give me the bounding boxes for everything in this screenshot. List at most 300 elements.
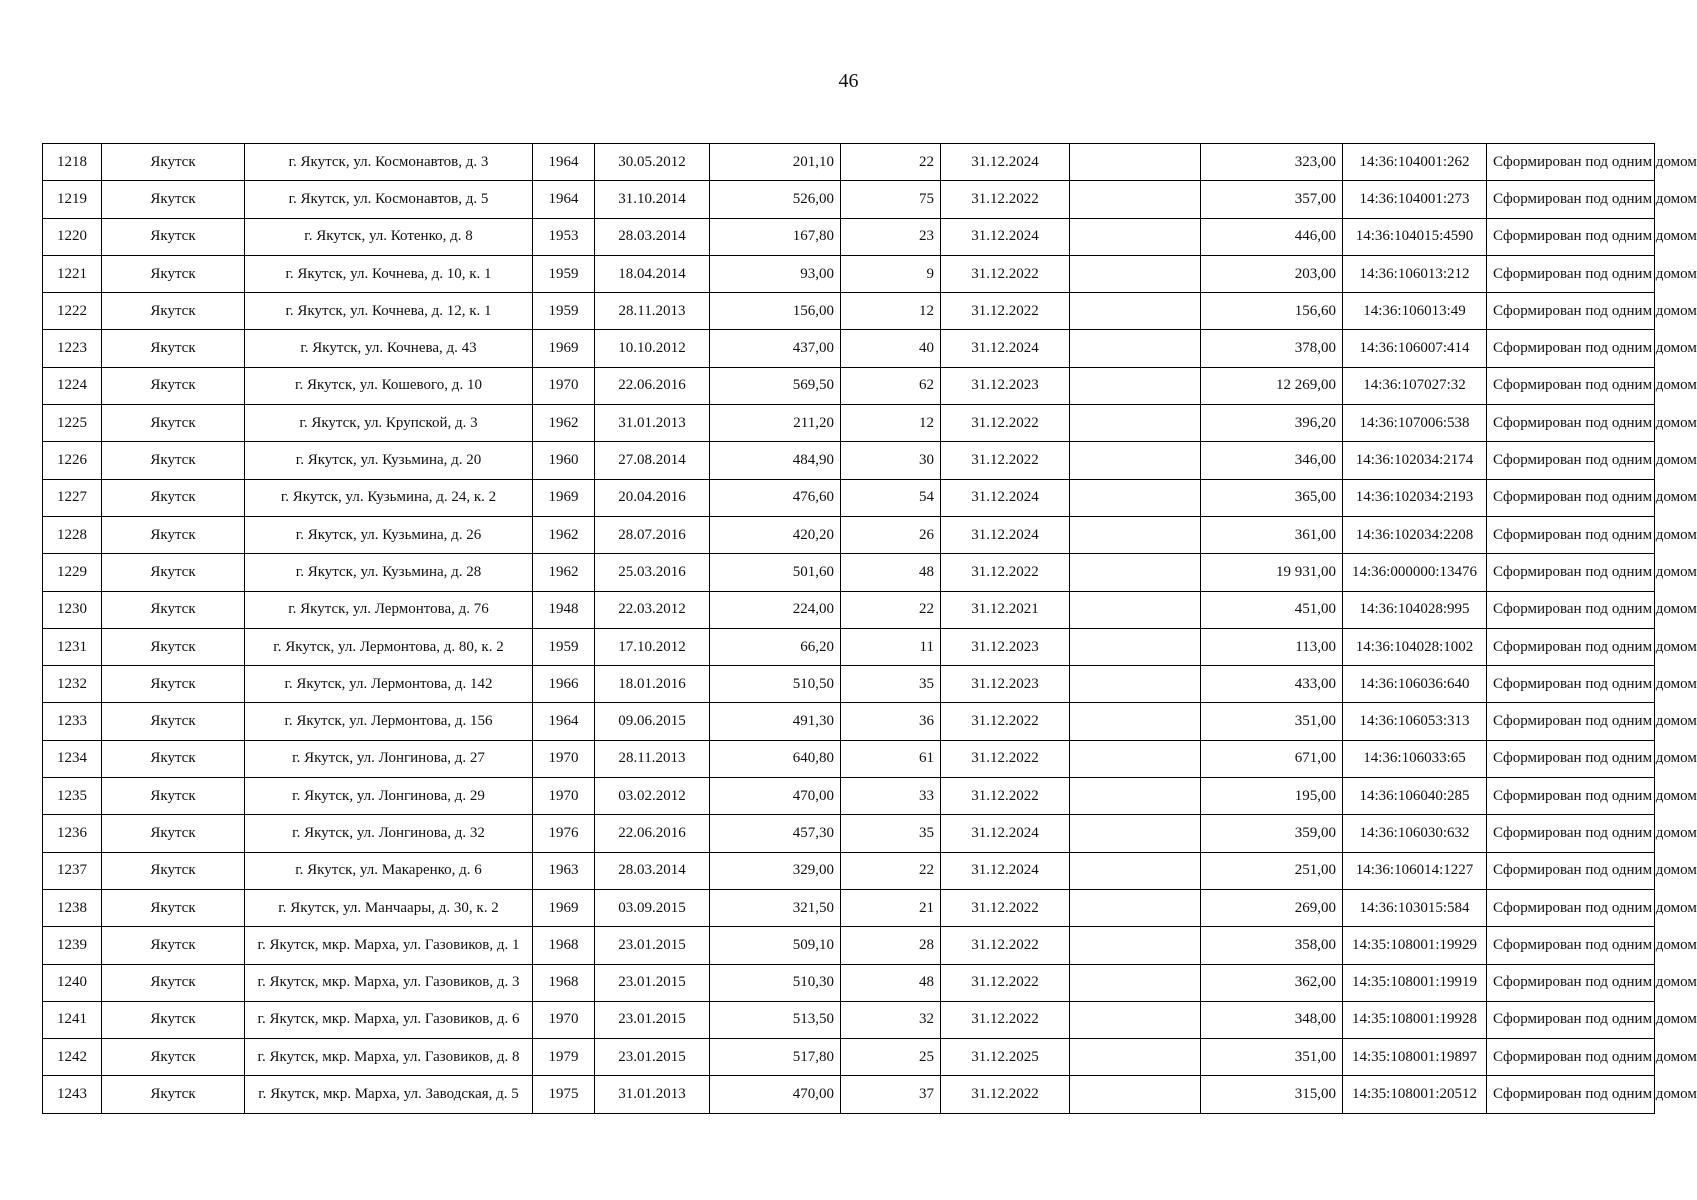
year-built-cell: 1966	[533, 666, 595, 703]
address-cell: г. Якутск, мкр. Марха, ул. Газовиков, д. 8	[245, 1039, 533, 1076]
value-cell: 359,00	[1201, 815, 1343, 852]
row-number-cell: 1237	[43, 852, 102, 889]
date-cell: 28.03.2014	[595, 852, 710, 889]
cadastral-number-cell: 14:36:107006:538	[1343, 405, 1487, 442]
empty-cell	[1070, 255, 1201, 292]
cadastral-number-cell: 14:35:108001:19929	[1343, 927, 1487, 964]
deadline-cell: 31.12.2022	[941, 1076, 1070, 1113]
residents-cell: 48	[841, 964, 941, 1001]
formation-status-cell: Сформирован под одним домом	[1487, 778, 1655, 815]
row-number-cell: 1242	[43, 1039, 102, 1076]
row-number-cell: 1227	[43, 479, 102, 516]
row-number-cell: 1236	[43, 815, 102, 852]
area-cell: 224,00	[710, 591, 841, 628]
address-cell: г. Якутск, ул. Космонавтов, д. 3	[245, 144, 533, 181]
formation-status-cell: Сформирован под одним домом	[1487, 666, 1655, 703]
deadline-cell: 31.12.2023	[941, 367, 1070, 404]
row-number-cell: 1224	[43, 367, 102, 404]
formation-status-cell: Сформирован под одним домом	[1487, 405, 1655, 442]
table-row	[43, 740, 1655, 777]
deadline-cell: 31.12.2022	[941, 740, 1070, 777]
formation-status-cell: Сформирован под одним домом	[1487, 889, 1655, 926]
cadastral-number-cell: 14:36:104001:262	[1343, 144, 1487, 181]
table-row	[43, 330, 1655, 367]
empty-cell	[1070, 516, 1201, 553]
area-cell: 329,00	[710, 852, 841, 889]
empty-cell	[1070, 367, 1201, 404]
residents-cell: 32	[841, 1001, 941, 1038]
settlement-cell: Якутск	[102, 815, 245, 852]
residents-cell: 12	[841, 293, 941, 330]
table-row	[43, 367, 1655, 404]
formation-status-cell: Сформирован под одним домом	[1487, 815, 1655, 852]
settlement-cell: Якутск	[102, 852, 245, 889]
settlement-cell: Якутск	[102, 740, 245, 777]
cadastral-number-cell: 14:36:106030:632	[1343, 815, 1487, 852]
formation-status-cell: Сформирован под одним домом	[1487, 516, 1655, 553]
empty-cell	[1070, 703, 1201, 740]
settlement-cell: Якутск	[102, 964, 245, 1001]
settlement-cell: Якутск	[102, 218, 245, 255]
settlement-cell: Якутск	[102, 628, 245, 665]
date-cell: 03.09.2015	[595, 889, 710, 926]
empty-cell	[1070, 144, 1201, 181]
deadline-cell: 31.12.2024	[941, 852, 1070, 889]
residents-cell: 36	[841, 703, 941, 740]
row-number-cell: 1230	[43, 591, 102, 628]
empty-cell	[1070, 218, 1201, 255]
address-cell: г. Якутск, ул. Кочнева, д. 43	[245, 330, 533, 367]
formation-status-cell: Сформирован под одним домом	[1487, 852, 1655, 889]
date-cell: 03.02.2012	[595, 778, 710, 815]
residents-cell: 23	[841, 218, 941, 255]
row-number-cell: 1220	[43, 218, 102, 255]
cadastral-number-cell: 14:36:104028:1002	[1343, 628, 1487, 665]
value-cell: 269,00	[1201, 889, 1343, 926]
table-row	[43, 442, 1655, 479]
settlement-cell: Якутск	[102, 927, 245, 964]
row-number-cell: 1231	[43, 628, 102, 665]
value-cell: 348,00	[1201, 1001, 1343, 1038]
table-row	[43, 591, 1655, 628]
settlement-cell: Якутск	[102, 144, 245, 181]
residents-cell: 75	[841, 181, 941, 218]
date-cell: 30.05.2012	[595, 144, 710, 181]
settlement-cell: Якутск	[102, 442, 245, 479]
page-number: 46	[838, 70, 859, 92]
empty-cell	[1070, 591, 1201, 628]
address-cell: г. Якутск, ул. Лонгинова, д. 32	[245, 815, 533, 852]
row-number-cell: 1226	[43, 442, 102, 479]
value-cell: 156,60	[1201, 293, 1343, 330]
date-cell: 23.01.2015	[595, 1039, 710, 1076]
value-cell: 323,00	[1201, 144, 1343, 181]
deadline-cell: 31.12.2022	[941, 778, 1070, 815]
residents-cell: 30	[841, 442, 941, 479]
settlement-cell: Якутск	[102, 367, 245, 404]
value-cell: 671,00	[1201, 740, 1343, 777]
address-cell: г. Якутск, мкр. Марха, ул. Газовиков, д. 1	[245, 927, 533, 964]
table-row	[43, 144, 1655, 181]
address-cell: г. Якутск, ул. Кузьмина, д. 20	[245, 442, 533, 479]
housing-registry-table	[42, 143, 1697, 1114]
settlement-cell: Якутск	[102, 181, 245, 218]
address-cell: г. Якутск, ул. Космонавтов, д. 5	[245, 181, 533, 218]
settlement-cell: Якутск	[102, 889, 245, 926]
deadline-cell: 31.12.2024	[941, 144, 1070, 181]
value-cell: 451,00	[1201, 591, 1343, 628]
empty-cell	[1070, 1076, 1201, 1113]
address-cell: г. Якутск, ул. Лонгинова, д. 29	[245, 778, 533, 815]
row-number-cell: 1222	[43, 293, 102, 330]
formation-status-cell: Сформирован под одним домом	[1487, 479, 1655, 516]
empty-cell	[1070, 740, 1201, 777]
cadastral-number-cell: 14:35:108001:20512	[1343, 1076, 1487, 1113]
table-row	[43, 479, 1655, 516]
value-cell: 365,00	[1201, 479, 1343, 516]
table-row	[43, 852, 1655, 889]
formation-status-cell: Сформирован под одним домом	[1487, 628, 1655, 665]
address-cell: г. Якутск, ул. Кузьмина, д. 26	[245, 516, 533, 553]
value-cell: 433,00	[1201, 666, 1343, 703]
date-cell: 28.11.2013	[595, 740, 710, 777]
table-row	[43, 516, 1655, 553]
row-number-cell: 1218	[43, 144, 102, 181]
value-cell: 362,00	[1201, 964, 1343, 1001]
year-built-cell: 1970	[533, 1001, 595, 1038]
table-row	[43, 927, 1655, 964]
residents-cell: 40	[841, 330, 941, 367]
value-cell: 378,00	[1201, 330, 1343, 367]
cadastral-number-cell: 14:36:106007:414	[1343, 330, 1487, 367]
value-cell: 357,00	[1201, 181, 1343, 218]
formation-status-cell: Сформирован под одним домом	[1487, 255, 1655, 292]
date-cell: 10.10.2012	[595, 330, 710, 367]
cadastral-number-cell: 14:36:107027:32	[1343, 367, 1487, 404]
cadastral-number-cell: 14:36:106013:49	[1343, 293, 1487, 330]
row-number-cell: 1219	[43, 181, 102, 218]
empty-cell	[1070, 554, 1201, 591]
settlement-cell: Якутск	[102, 1039, 245, 1076]
year-built-cell: 1970	[533, 367, 595, 404]
residents-cell: 21	[841, 889, 941, 926]
area-cell: 420,20	[710, 516, 841, 553]
year-built-cell: 1962	[533, 405, 595, 442]
area-cell: 167,80	[710, 218, 841, 255]
area-cell: 66,20	[710, 628, 841, 665]
year-built-cell: 1968	[533, 964, 595, 1001]
address-cell: г. Якутск, ул. Макаренко, д. 6	[245, 852, 533, 889]
area-cell: 201,10	[710, 144, 841, 181]
value-cell: 203,00	[1201, 255, 1343, 292]
cadastral-number-cell: 14:36:102034:2174	[1343, 442, 1487, 479]
address-cell: г. Якутск, ул. Лонгинова, д. 27	[245, 740, 533, 777]
formation-status-cell: Сформирован под одним домом	[1487, 367, 1655, 404]
residents-cell: 22	[841, 852, 941, 889]
area-cell: 501,60	[710, 554, 841, 591]
address-cell: г. Якутск, ул. Кочнева, д. 10, к. 1	[245, 255, 533, 292]
area-cell: 484,90	[710, 442, 841, 479]
cadastral-number-cell: 14:36:104015:4590	[1343, 218, 1487, 255]
year-built-cell: 1976	[533, 815, 595, 852]
settlement-cell: Якутск	[102, 405, 245, 442]
table-row	[43, 1076, 1655, 1113]
value-cell: 346,00	[1201, 442, 1343, 479]
value-cell: 12 269,00	[1201, 367, 1343, 404]
area-cell: 470,00	[710, 778, 841, 815]
date-cell: 28.11.2013	[595, 293, 710, 330]
row-number-cell: 1221	[43, 255, 102, 292]
date-cell: 22.06.2016	[595, 367, 710, 404]
date-cell: 17.10.2012	[595, 628, 710, 665]
residents-cell: 9	[841, 255, 941, 292]
row-number-cell: 1232	[43, 666, 102, 703]
table-row	[43, 293, 1655, 330]
formation-status-cell: Сформирован под одним домом	[1487, 554, 1655, 591]
year-built-cell: 1959	[533, 628, 595, 665]
empty-cell	[1070, 666, 1201, 703]
deadline-cell: 31.12.2021	[941, 591, 1070, 628]
empty-cell	[1070, 889, 1201, 926]
value-cell: 396,20	[1201, 405, 1343, 442]
table-row	[43, 1001, 1655, 1038]
cadastral-number-cell: 14:36:104028:995	[1343, 591, 1487, 628]
value-cell: 351,00	[1201, 1039, 1343, 1076]
row-number-cell: 1241	[43, 1001, 102, 1038]
address-cell: г. Якутск, ул. Кузьмина, д. 24, к. 2	[245, 479, 533, 516]
address-cell: г. Якутск, ул. Лермонтова, д. 156	[245, 703, 533, 740]
year-built-cell: 1979	[533, 1039, 595, 1076]
deadline-cell: 31.12.2022	[941, 442, 1070, 479]
address-cell: г. Якутск, ул. Крупской, д. 3	[245, 405, 533, 442]
area-cell: 437,00	[710, 330, 841, 367]
cadastral-number-cell: 14:35:108001:19928	[1343, 1001, 1487, 1038]
year-built-cell: 1968	[533, 927, 595, 964]
deadline-cell: 31.12.2022	[941, 703, 1070, 740]
value-cell: 351,00	[1201, 703, 1343, 740]
area-cell: 569,50	[710, 367, 841, 404]
area-cell: 470,00	[710, 1076, 841, 1113]
residents-cell: 61	[841, 740, 941, 777]
address-cell: г. Якутск, ул. Лермонтова, д. 80, к. 2	[245, 628, 533, 665]
residents-cell: 35	[841, 666, 941, 703]
settlement-cell: Якутск	[102, 1001, 245, 1038]
table-row	[43, 628, 1655, 665]
deadline-cell: 31.12.2023	[941, 666, 1070, 703]
residents-cell: 37	[841, 1076, 941, 1113]
deadline-cell: 31.12.2024	[941, 815, 1070, 852]
area-cell: 211,20	[710, 405, 841, 442]
year-built-cell: 1962	[533, 516, 595, 553]
date-cell: 20.04.2016	[595, 479, 710, 516]
empty-cell	[1070, 1039, 1201, 1076]
settlement-cell: Якутск	[102, 554, 245, 591]
cadastral-number-cell: 14:36:106053:313	[1343, 703, 1487, 740]
deadline-cell: 31.12.2023	[941, 628, 1070, 665]
empty-cell	[1070, 442, 1201, 479]
table-row	[43, 815, 1655, 852]
address-cell: г. Якутск, ул. Лермонтова, д. 142	[245, 666, 533, 703]
year-built-cell: 1964	[533, 144, 595, 181]
residents-cell: 26	[841, 516, 941, 553]
cadastral-number-cell: 14:36:106036:640	[1343, 666, 1487, 703]
deadline-cell: 31.12.2022	[941, 554, 1070, 591]
residents-cell: 25	[841, 1039, 941, 1076]
area-cell: 510,50	[710, 666, 841, 703]
empty-cell	[1070, 628, 1201, 665]
year-built-cell: 1964	[533, 181, 595, 218]
year-built-cell: 1963	[533, 852, 595, 889]
address-cell: г. Якутск, ул. Лермонтова, д. 76	[245, 591, 533, 628]
row-number-cell: 1239	[43, 927, 102, 964]
formation-status-cell: Сформирован под одним домом	[1487, 293, 1655, 330]
address-cell: г. Якутск, мкр. Марха, ул. Газовиков, д. 3	[245, 964, 533, 1001]
empty-cell	[1070, 815, 1201, 852]
area-cell: 510,30	[710, 964, 841, 1001]
deadline-cell: 31.12.2022	[941, 293, 1070, 330]
deadline-cell: 31.12.2024	[941, 479, 1070, 516]
area-cell: 491,30	[710, 703, 841, 740]
year-built-cell: 1969	[533, 889, 595, 926]
cadastral-number-cell: 14:36:103015:584	[1343, 889, 1487, 926]
value-cell: 195,00	[1201, 778, 1343, 815]
formation-status-cell: Сформирован под одним домом	[1487, 591, 1655, 628]
address-cell: г. Якутск, ул. Манчаары, д. 30, к. 2	[245, 889, 533, 926]
deadline-cell: 31.12.2022	[941, 964, 1070, 1001]
cadastral-number-cell: 14:36:106033:65	[1343, 740, 1487, 777]
cadastral-number-cell: 14:36:106013:212	[1343, 255, 1487, 292]
settlement-cell: Якутск	[102, 330, 245, 367]
year-built-cell: 1953	[533, 218, 595, 255]
year-built-cell: 1969	[533, 330, 595, 367]
area-cell: 93,00	[710, 255, 841, 292]
deadline-cell: 31.12.2024	[941, 330, 1070, 367]
empty-cell	[1070, 1001, 1201, 1038]
date-cell: 31.01.2013	[595, 1076, 710, 1113]
year-built-cell: 1960	[533, 442, 595, 479]
formation-status-cell: Сформирован под одним домом	[1487, 1076, 1655, 1113]
date-cell: 25.03.2016	[595, 554, 710, 591]
formation-status-cell: Сформирован под одним домом	[1487, 181, 1655, 218]
address-cell: г. Якутск, ул. Котенко, д. 8	[245, 218, 533, 255]
value-cell: 361,00	[1201, 516, 1343, 553]
row-number-cell: 1225	[43, 405, 102, 442]
table-row	[43, 703, 1655, 740]
address-cell: г. Якутск, мкр. Марха, ул. Газовиков, д. 6	[245, 1001, 533, 1038]
residents-cell: 48	[841, 554, 941, 591]
empty-cell	[1070, 330, 1201, 367]
row-number-cell: 1243	[43, 1076, 102, 1113]
formation-status-cell: Сформирован под одним домом	[1487, 1039, 1655, 1076]
cadastral-number-cell: 14:35:108001:19919	[1343, 964, 1487, 1001]
year-built-cell: 1964	[533, 703, 595, 740]
address-cell: г. Якутск, ул. Кочнева, д. 12, к. 1	[245, 293, 533, 330]
date-cell: 18.04.2014	[595, 255, 710, 292]
settlement-cell: Якутск	[102, 1076, 245, 1113]
value-cell: 446,00	[1201, 218, 1343, 255]
formation-status-cell: Сформирован под одним домом	[1487, 927, 1655, 964]
date-cell: 18.01.2016	[595, 666, 710, 703]
year-built-cell: 1975	[533, 1076, 595, 1113]
empty-cell	[1070, 405, 1201, 442]
settlement-cell: Якутск	[102, 516, 245, 553]
table-row	[43, 405, 1655, 442]
table-row	[43, 255, 1655, 292]
date-cell: 22.03.2012	[595, 591, 710, 628]
empty-cell	[1070, 964, 1201, 1001]
formation-status-cell: Сформирован под одним домом	[1487, 964, 1655, 1001]
date-cell: 31.01.2013	[595, 405, 710, 442]
date-cell: 31.10.2014	[595, 181, 710, 218]
year-built-cell: 1970	[533, 740, 595, 777]
deadline-cell: 31.12.2022	[941, 181, 1070, 218]
settlement-cell: Якутск	[102, 255, 245, 292]
empty-cell	[1070, 778, 1201, 815]
address-cell: г. Якутск, ул. Кузьмина, д. 28	[245, 554, 533, 591]
settlement-cell: Якутск	[102, 778, 245, 815]
area-cell: 476,60	[710, 479, 841, 516]
address-cell: г. Якутск, мкр. Марха, ул. Заводская, д. 5	[245, 1076, 533, 1113]
table-row	[43, 1039, 1655, 1076]
area-cell: 457,30	[710, 815, 841, 852]
row-number-cell: 1238	[43, 889, 102, 926]
table-row	[43, 964, 1655, 1001]
residents-cell: 62	[841, 367, 941, 404]
formation-status-cell: Сформирован под одним домом	[1487, 330, 1655, 367]
cadastral-number-cell: 14:36:102034:2208	[1343, 516, 1487, 553]
residents-cell: 22	[841, 144, 941, 181]
residents-cell: 33	[841, 778, 941, 815]
year-built-cell: 1959	[533, 255, 595, 292]
deadline-cell: 31.12.2025	[941, 1039, 1070, 1076]
area-cell: 509,10	[710, 927, 841, 964]
date-cell: 23.01.2015	[595, 1001, 710, 1038]
date-cell: 23.01.2015	[595, 964, 710, 1001]
settlement-cell: Якутск	[102, 293, 245, 330]
year-built-cell: 1970	[533, 778, 595, 815]
date-cell: 23.01.2015	[595, 927, 710, 964]
cadastral-number-cell: 14:36:106040:285	[1343, 778, 1487, 815]
residents-cell: 54	[841, 479, 941, 516]
settlement-cell: Якутск	[102, 591, 245, 628]
row-number-cell: 1223	[43, 330, 102, 367]
area-cell: 526,00	[710, 181, 841, 218]
formation-status-cell: Сформирован под одним домом	[1487, 442, 1655, 479]
residents-cell: 22	[841, 591, 941, 628]
cadastral-number-cell: 14:35:108001:19897	[1343, 1039, 1487, 1076]
empty-cell	[1070, 181, 1201, 218]
address-cell: г. Якутск, ул. Кошевого, д. 10	[245, 367, 533, 404]
area-cell: 321,50	[710, 889, 841, 926]
cadastral-number-cell: 14:36:106014:1227	[1343, 852, 1487, 889]
deadline-cell: 31.12.2022	[941, 927, 1070, 964]
row-number-cell: 1228	[43, 516, 102, 553]
table-row	[43, 778, 1655, 815]
settlement-cell: Якутск	[102, 703, 245, 740]
year-built-cell: 1948	[533, 591, 595, 628]
area-cell: 513,50	[710, 1001, 841, 1038]
cadastral-number-cell: 14:36:104001:273	[1343, 181, 1487, 218]
deadline-cell: 31.12.2024	[941, 218, 1070, 255]
row-number-cell: 1234	[43, 740, 102, 777]
cadastral-number-cell: 14:36:102034:2193	[1343, 479, 1487, 516]
value-cell: 251,00	[1201, 852, 1343, 889]
date-cell: 09.06.2015	[595, 703, 710, 740]
deadline-cell: 31.12.2022	[941, 255, 1070, 292]
date-cell: 28.03.2014	[595, 218, 710, 255]
empty-cell	[1070, 927, 1201, 964]
settlement-cell: Якутск	[102, 666, 245, 703]
